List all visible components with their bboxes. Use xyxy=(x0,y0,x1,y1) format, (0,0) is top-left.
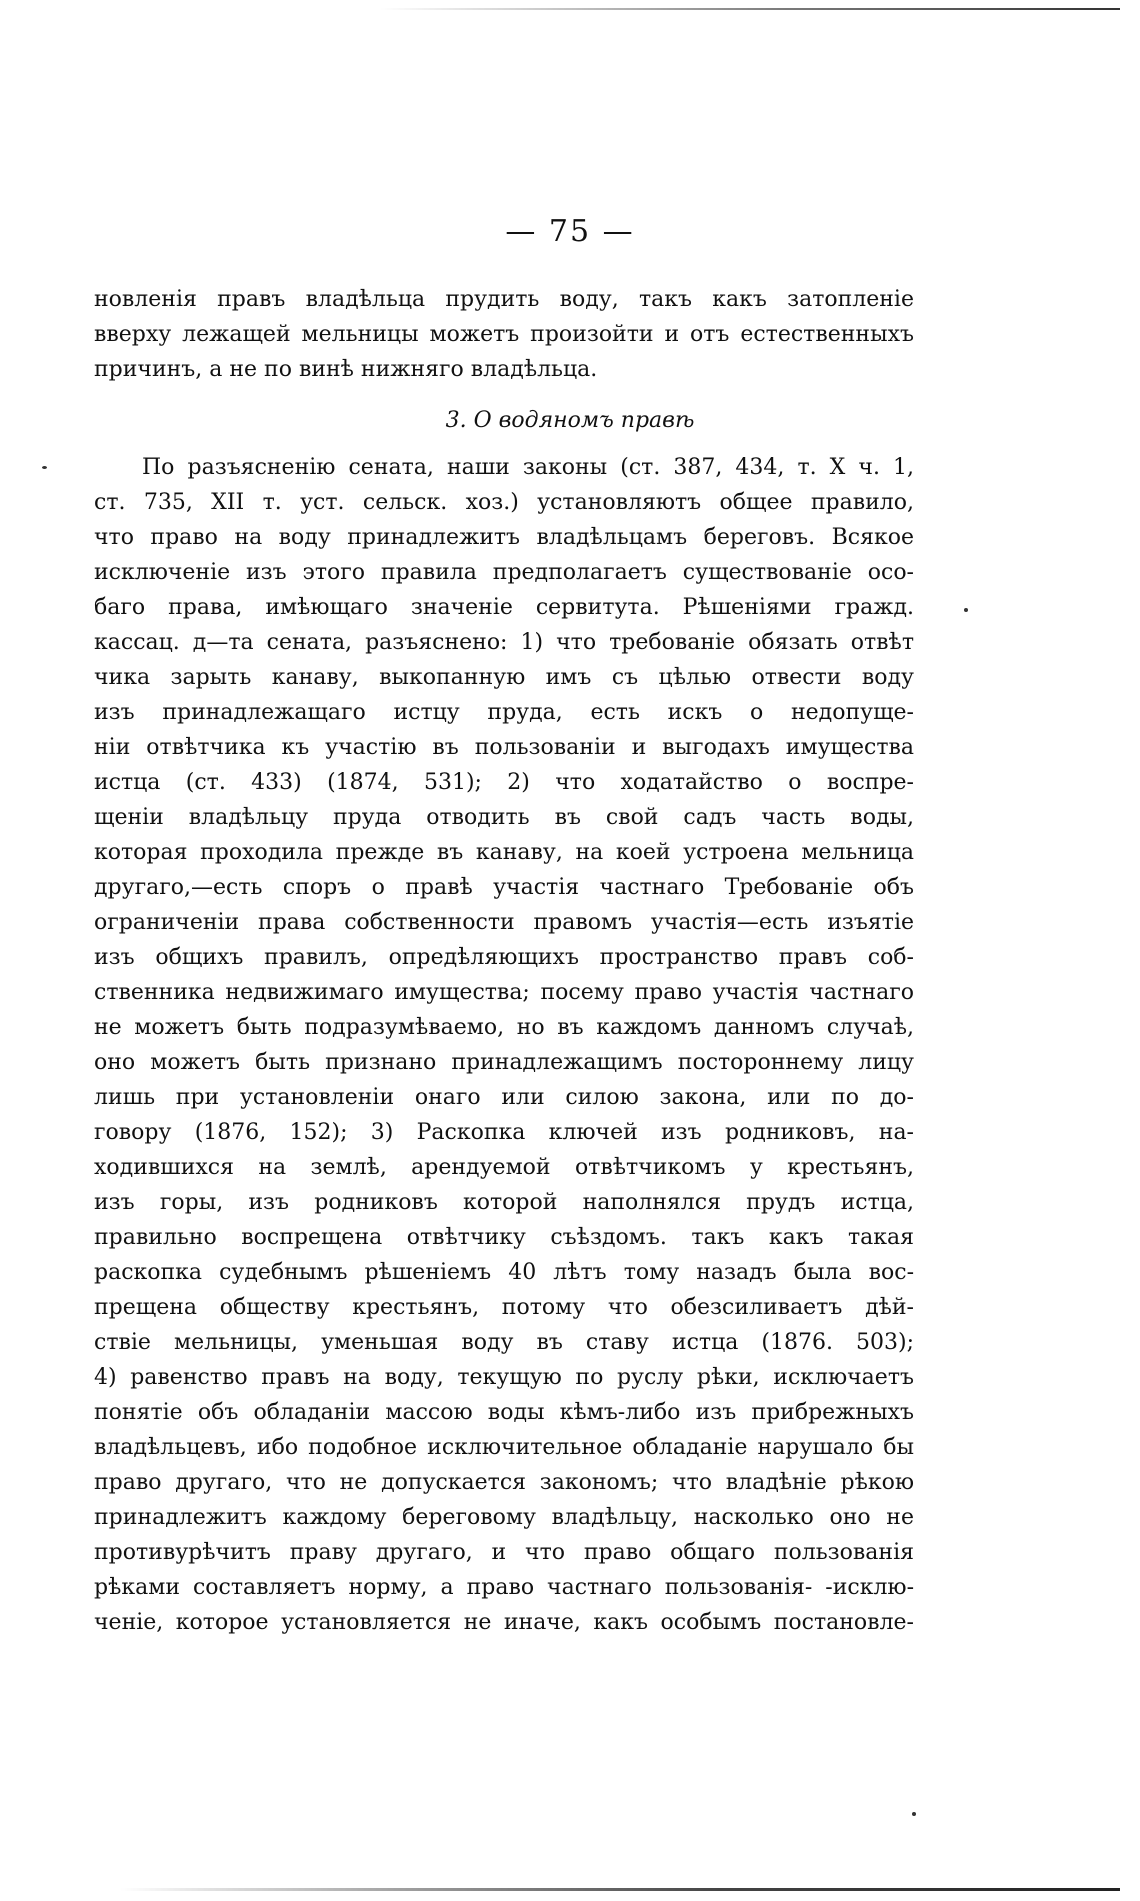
text-line: не можетъ быть подразумѣваемо, но въ каждомъ данномъ случаѣ, xyxy=(94,1015,914,1040)
text-line: истца (ст. 433) (1874, 531); 2) что ходатайство о воспре- xyxy=(94,770,914,795)
text-line: исключеніе изъ этого правила предполагаетъ существованіе осо- xyxy=(94,560,914,585)
text-line: ст. 735, XII т. уст. сельск. хоз.) установляютъ общее правило, xyxy=(94,490,914,515)
text-line: понятіе объ обладаніи массою воды кѣмъ-либо изъ прибрежныхъ xyxy=(94,1400,914,1425)
text-line: ствіе мельницы, уменьшая воду въ ставу истца (1876. 503); xyxy=(94,1330,914,1355)
text-line: владѣльцевъ, ибо подобное исключительное обладаніе нарушало бы xyxy=(94,1435,914,1460)
text-line: кассац. д—та сената, разъяснено: 1) что требованіе обязать отвѣт xyxy=(94,630,914,655)
text-line: которая проходила прежде въ канаву, на коей устроена мельница xyxy=(94,840,914,865)
main-paragraph xyxy=(94,450,914,1640)
scan-speck xyxy=(42,466,47,469)
text-line: рѣками составляетъ норму, а право частнаго пользованія- -исклю- xyxy=(94,1575,914,1600)
text-line: оно можетъ быть признано принадлежащимъ постороннему лицу xyxy=(94,1050,914,1075)
continuation-paragraph xyxy=(94,282,914,387)
text-line: что право на воду принадлежитъ владѣльцамъ береговъ. Всякое xyxy=(94,525,914,550)
text-line: изъ общихъ правилъ, опредѣляющихъ пространство правъ соб- xyxy=(94,945,914,970)
text-line: щеніи владѣльцу пруда отводить въ свой садъ часть воды, xyxy=(94,805,914,830)
scan-speck xyxy=(964,608,968,612)
text-line: изъ горы, изъ родниковъ которой наполнялся прудъ истца, xyxy=(94,1190,914,1215)
text-line: ственника недвижимаго имущества; посему право участія частнаго xyxy=(94,980,914,1005)
scan-speck xyxy=(912,1812,916,1816)
text-line: 4) равенство правъ на воду, текущую по руслу рѣки, исключаетъ xyxy=(94,1365,914,1390)
page-number: — 75 — xyxy=(505,214,635,249)
text-line: лишь при установленіи онаго или силою закона, или по до- xyxy=(94,1085,914,1110)
text-line: ходившихся на землѣ, арендуемой отвѣтчикомъ у крестьянъ, xyxy=(94,1155,914,1180)
scan-edge-top xyxy=(380,8,1120,10)
text-line: ніи отвѣтчика къ участію въ пользованіи и выгодахъ имущества xyxy=(94,735,914,760)
text-line: вверху лежащей мельницы можетъ произойти и отъ естественныхъ xyxy=(94,322,914,347)
text-line: ограниченіи права собственности правомъ участія—есть изъятіе xyxy=(94,910,914,935)
text-line: право другаго, что не допускается закономъ; что владѣніе рѣкою xyxy=(94,1470,914,1495)
text-line: принадлежитъ каждому береговому владѣльцу, насколько оно не xyxy=(94,1505,914,1530)
text-line: ченіе, которое установляется не иначе, какъ особымъ постановле- xyxy=(94,1610,914,1635)
text-line: причинъ, а не по винѣ нижняго владѣльца. xyxy=(94,357,598,382)
scan-edge-bottom xyxy=(120,1888,1120,1891)
text-line: противурѣчитъ праву другаго, и что право общаго пользованія xyxy=(94,1540,914,1565)
text-line: изъ принадлежащаго истцу пруда, есть искъ о недопуще- xyxy=(94,700,914,725)
text-line: раскопка судебнымъ рѣшеніемъ 40 лѣтъ тому назадъ была вос- xyxy=(94,1260,914,1285)
text-line: другаго,—есть споръ о правѣ участія частнаго Требованіе объ xyxy=(94,875,914,900)
text-line: По разъясненію сената, наши законы (ст. 387, 434, т. X ч. 1, xyxy=(142,455,914,480)
text-line: чика зарыть канаву, выкопанную имъ съ цѣлью отвести воду xyxy=(94,665,914,690)
text-line: правильно воспрещена отвѣтчику съѣздомъ. такъ какъ такая xyxy=(94,1225,914,1250)
text-line: новленія правъ владѣльца прудить воду, такъ какъ затопленіе xyxy=(94,287,914,312)
text-line: говору (1876, 152); 3) Раскопка ключей изъ родниковъ, на- xyxy=(94,1120,914,1145)
text-line: прещена обществу крестьянъ, потому что обезсиливаетъ дѣй- xyxy=(94,1295,914,1320)
text-line: баго права, имѣющаго значеніе сервитута. Рѣшеніями гражд. xyxy=(94,595,914,620)
section-heading: 3. О водяномъ правѣ xyxy=(445,408,695,433)
